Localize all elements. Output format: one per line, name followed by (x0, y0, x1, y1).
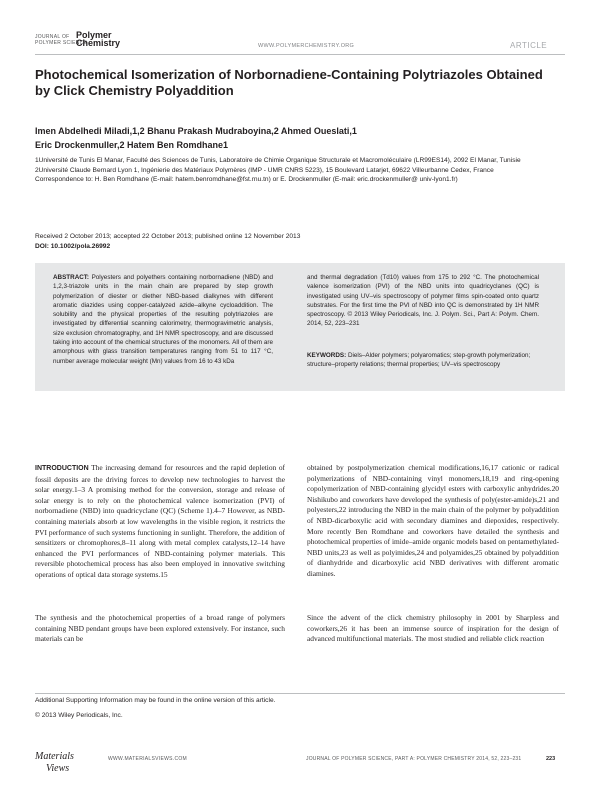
journal-url[interactable]: WWW.POLYMERCHEMISTRY.ORG (258, 43, 355, 49)
author-line-1: Imen Abdelhedi Miladi,1,2 Bhanu Prakash Mudraboyina,2 Ahmed Oueslati,1 (35, 126, 357, 136)
supporting-info-note: Additional Supporting Information may be found in the online version of this article. (35, 697, 276, 704)
footer-journal-citation: JOURNAL OF POLYMER SCIENCE, PART A: POLYMER CHEMISTRY 2014, 52, 223–231 (306, 756, 522, 762)
body-right-paragraph-2: Since the advent of the click chemistry philosophy in 2001 by Sharpless and coworkers,26 it has been an immense source of inspiration for the design of advanced multifunctional materials. The most studied and reliable click reaction (307, 613, 559, 644)
body-left-paragraph-1 (35, 463, 285, 581)
journal-line-2: POLYMER SCIENCE (35, 40, 88, 46)
journal-line-1: JOURNAL OF (35, 34, 70, 40)
logo-word-2: Views (46, 763, 70, 774)
abstract-right-column: and thermal degradation (Td10) values from 175 to 292 °C. The photochemical valence isomerization (PVI) of the NBD units into quadricyclanes (QC) is investigated using UV–vis spectroscopy of polymer films spin-coated onto quartz substrates. For the first time the PVI of NBD into QC is demonstrated by 1H NMR spectroscopy. © 2013 Wiley Periodicals, Inc. J. Polym. Sci., Part A: Polym. Chem. 2014, 52, 223–231 (307, 274, 539, 328)
logo-word-1: Materials (35, 751, 74, 762)
author-line-2: Eric Drockenmuller,2 Hatem Ben Romdhane1 (35, 140, 229, 150)
affiliation-1: 1Université de Tunis El Manar, Faculté des Sciences de Tunis, Laboratoire de Chimie Organique Structurale et Macromoléculaire (LR99ES14), 2092 El Manar, Tunisie (35, 157, 521, 164)
page-number: 223 (546, 756, 556, 762)
header-divider (35, 54, 565, 55)
journal-logo-word-1: Polymer (76, 30, 112, 40)
body-left-paragraph-2: The synthesis and the photochemical properties of a broad range of polymers containing NBD pendant groups have been explored extensively. For instance, such materials can be (35, 613, 285, 644)
affiliations (35, 156, 560, 185)
abstract-left-column (53, 273, 273, 366)
abstract-label: ABSTRACT: (53, 274, 90, 281)
body-right-paragraph-1: obtained by postpolymerization chemical modifications,16,17 cationic or radical polymerizations of NBD-containing vinyl monomers,18,19 and ring-opening copolymerization of NBD-containing glycidyl esters with carboxylic anhydrides.20 Nishikubo and coworkers have developed the synthesis of poly(ester-amide)s,21 and polyesters,22 introducing the NBD in the main chain of the polymer by polyaddition of NBD-dicarboxylic acid with secondary diamines and diepoxides, respectively. More recently Ben Romdhane and coworkers have detailed the synthesis and photochemical properties of imide–amide organic models based on pentamethylated-NBD units,23 as well as polyimides,24 and polyamides,25 obtained by polyaddition of dianhydride and dicarboxylic acid NBD derivatives with different aromatic diamines. (307, 463, 559, 578)
doi[interactable]: DOI: 10.1002/pola.26992 (35, 242, 111, 250)
materials-views-logo (34, 748, 82, 774)
section-label: ARTICLE (510, 41, 548, 50)
keywords-text: Diels–Alder polymers; polyaromatics; step-growth polymerization; structure–property relations; thermal properties; UV–vis spectroscopy (307, 352, 531, 369)
author-list (35, 124, 565, 152)
correspondence: Correspondence to: H. Ben Romdhane (E-mail: hatem.benromdhane@fst.rnu.tn) or E. Drockenmuller (E-mail: eric.drockenmuller@ univ-lyon1.fr) (35, 176, 458, 184)
affiliation-2: 2Université Claude Bernard Lyon 1, Ingénierie des Matériaux Polymères (IMP - UMR CNRS 5223), 15 Boulevard Latarjet, 69622 Villeurbanne Cedex, France (35, 166, 494, 174)
footer-divider (35, 693, 565, 694)
introduction-heading: INTRODUCTION (35, 465, 89, 472)
article-title: Photochemical Isomerization of Norbornadiene-Containing Polytriazoles Obtained by Click Chemistry Polyaddition (35, 67, 543, 98)
footer-url[interactable]: WWW.MATERIALSVIEWS.COM (108, 756, 188, 762)
journal-logo-word-2: Chemistry (76, 38, 121, 48)
copyright: © 2013 Wiley Periodicals, Inc. (35, 712, 123, 719)
introduction-text: The increasing demand for resources and the rapid depletion of fossil deposits are the driving forces to develop new technologies to harvest the solar energy.1–3 A promising method for the conversion, storage and release of solar energy is to rely on the photochemical valence isomerization (PVI) of norbornadiene (NBD) into quadricyclane (QC) (Scheme 1).4–7 However, as NBD-containing materials absorb at low wavelengths in the visible region, it restricts the PVI performance of such systems functioning in sunlight. Therefore, the addition of sensitizers or chromophores,8–11 along with metal complex catalysts,12–14 have enhanced the PVI performances of NBD-containing polymer materials. This reversible photochemical process has also been employed in innovative switching operations of optical data storage systems.15 (35, 463, 285, 579)
received-dates: Received 2 October 2013; accepted 22 October 2013; published online 12 November 2013 (35, 233, 301, 240)
publication-info (35, 232, 555, 251)
keywords (307, 351, 539, 370)
abstract-text-left: Polyesters and polyethers containing norbornadiene (NBD) and 1,2,3-triazole units in the main chain are prepared by step growth polymerization of diester or diether NBD-based dialkynes with different aromatic diazides using copper-catalyzed azide–alkyne cycloaddition. The solubility and the physical properties of the resulting polytriazoles are investigated by differential scanning calorimetry, thermogravimetric analysis, size exclusion chromatography, and 1H NMR spectroscopy, and are discussed taking into account of the chemical structures of the monomers. All of them are amorphous with glass transition temperatures ranging from 51 to 117 °C, number average molecular weight (Mn) values from 16 to 43 kDa (53, 274, 273, 365)
keywords-label: KEYWORDS: (307, 352, 347, 359)
